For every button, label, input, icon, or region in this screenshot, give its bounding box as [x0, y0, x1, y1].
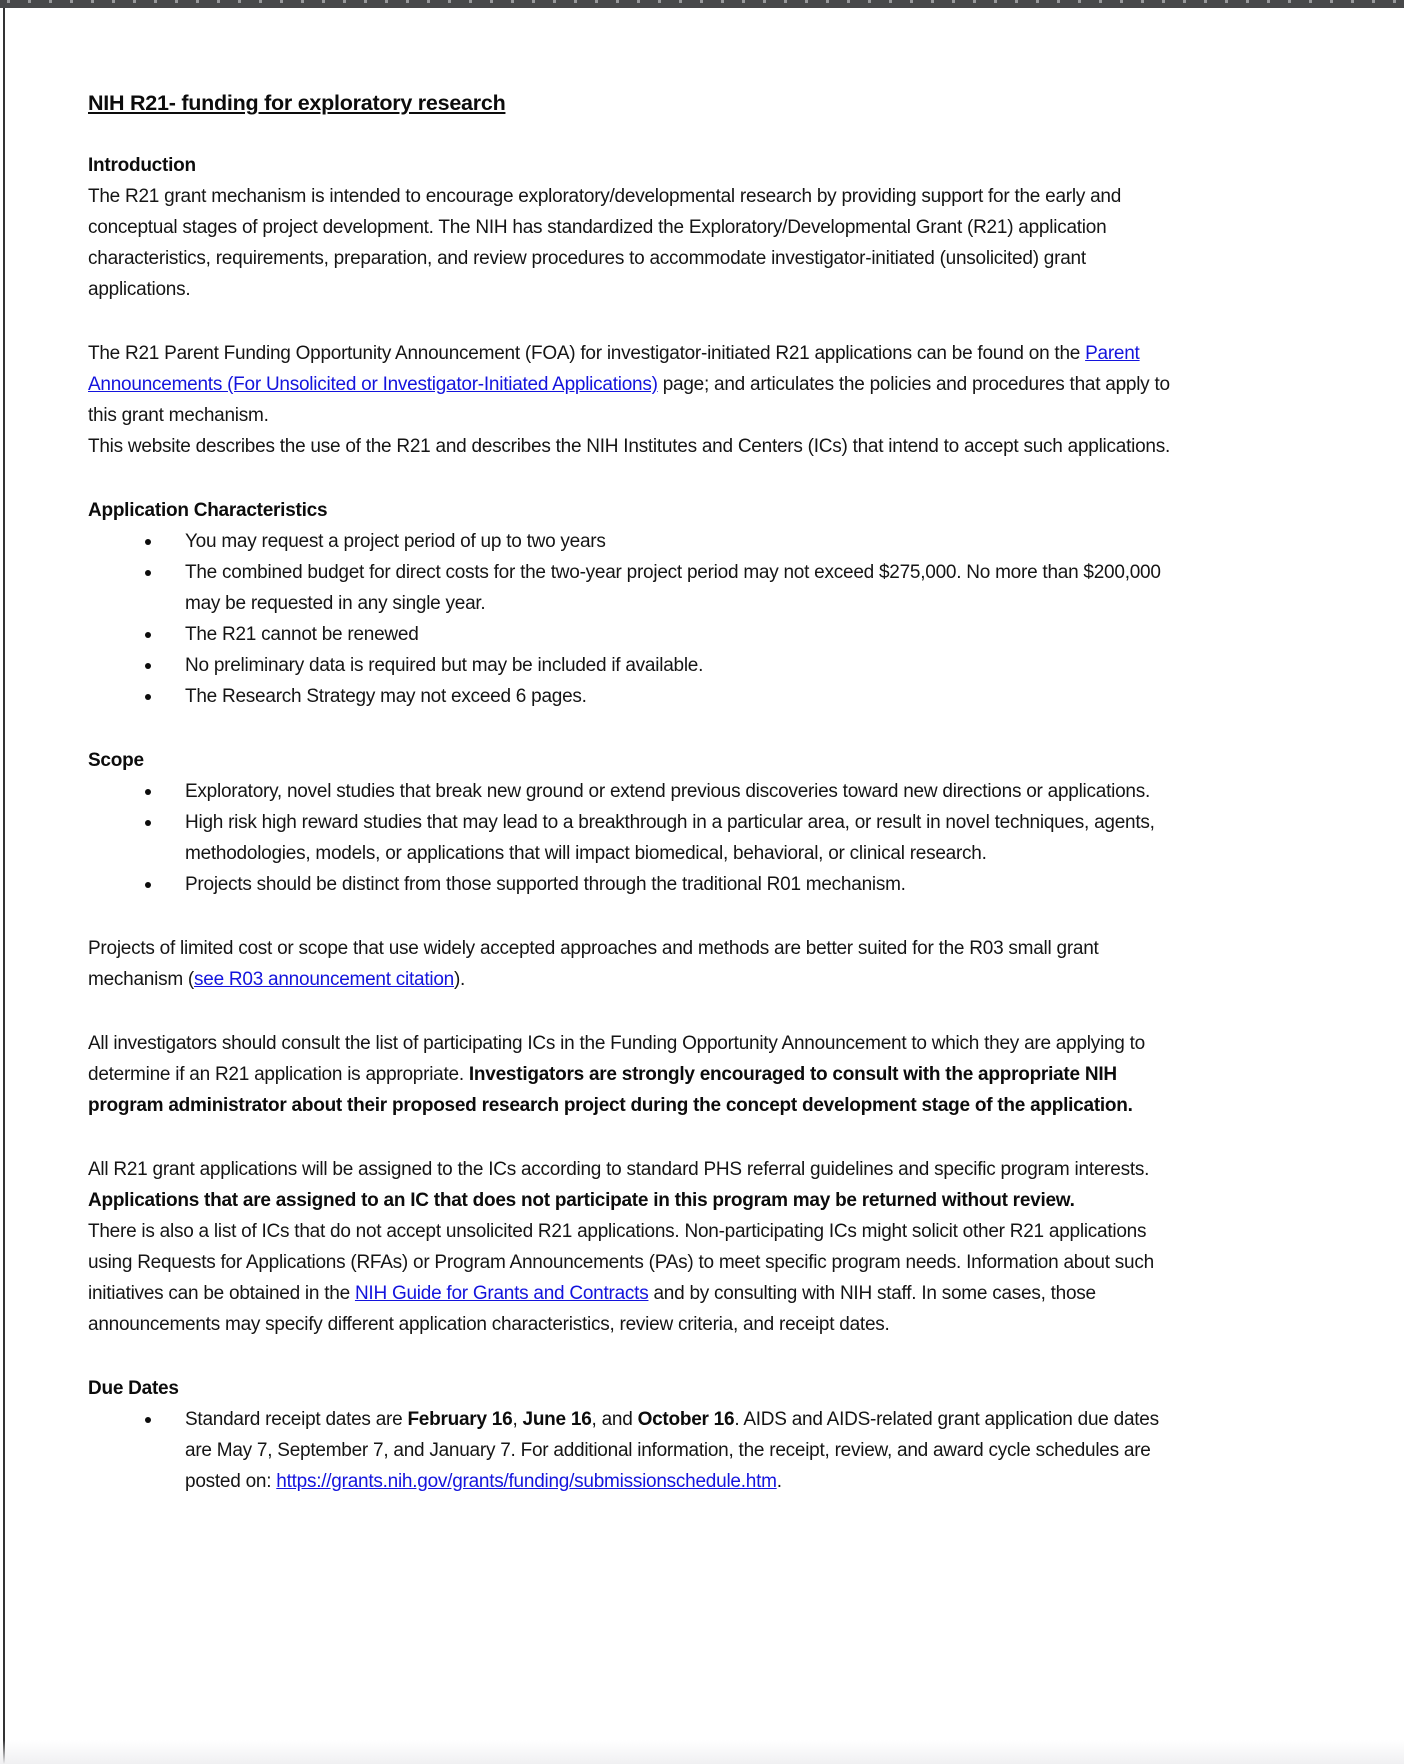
- section-application-characteristics: [88, 495, 1173, 712]
- non-participating-text-post: and by consulting with NIH staff. In some cases, those announcements may specify different application characteristics, review criteria, and receipt dates.: [88, 1283, 1096, 1335]
- due-dates-text: Standard receipt dates are: [185, 1409, 408, 1430]
- list-item: [88, 807, 1173, 869]
- due-date-october: October 16: [637, 1409, 735, 1430]
- list-item: [88, 619, 1173, 650]
- heading-application-characteristics: Application Characteristics: [88, 500, 328, 521]
- section-foa: [88, 338, 1173, 462]
- bullet-text: The Research Strategy may not exceed 6 pages.: [185, 686, 587, 707]
- scope-list: [88, 776, 1173, 900]
- paragraph-non-participating: [88, 1216, 1173, 1340]
- bullet-text: The R21 cannot be renewed: [185, 624, 419, 645]
- due-date-february: February 16: [407, 1409, 513, 1430]
- bullet-text: No preliminary data is required but may be included if available.: [185, 655, 704, 676]
- bullet-text: You may request a project period of up to two years: [185, 531, 606, 552]
- bullet-text: Projects should be distinct from those supported through the traditional R01 mechanism.: [185, 874, 906, 895]
- introduction-text: The R21 grant mechanism is intended to encourage exploratory/developmental research by providing support for the early and conceptual stages of project development. The NIH has standardized the Exploratory/Developmental Grant (R21) application characteristics, requirements, preparation, and review procedures to accommodate investigator-initiated (unsolicited) grant applications.: [88, 186, 1122, 300]
- due-dates-text: , and: [591, 1409, 638, 1430]
- r03-text-post: ).: [453, 969, 466, 990]
- section-due-dates: [88, 1373, 1173, 1497]
- heading-introduction: Introduction: [88, 155, 196, 176]
- consult-text: All investigators should consult the list of participating ICs in the Funding Opportunity Announcement to which they are applying to determine if an R21 application is appropriate.: [88, 1033, 1145, 1085]
- paragraph-foa: [88, 338, 1173, 431]
- link-r03-announcement[interactable]: see R03 announcement citation: [194, 969, 454, 990]
- document-content: [88, 86, 1173, 1530]
- paragraph-r03: [88, 933, 1173, 995]
- consult-bold-text: Investigators are strongly encouraged to consult with the appropriate NIH program administrator about their proposed research project during the concept development stage of the application.: [88, 1064, 1133, 1116]
- heading-due-dates: Due Dates: [88, 1378, 179, 1399]
- bullet-text: The combined budget for direct costs for the two-year project period may not exceed $275,000. No more than $200,000 may be requested in any single year.: [185, 562, 1161, 614]
- section-assignment: [88, 1154, 1173, 1340]
- due-date-june: June 16: [522, 1409, 592, 1430]
- heading-scope: Scope: [88, 750, 144, 771]
- list-item: [88, 526, 1173, 557]
- list-item: [88, 557, 1173, 619]
- bullet-text: Exploratory, novel studies that break new ground or extend previous discoveries toward new directions or applications.: [185, 781, 1151, 802]
- top-ruler: [0, 0, 1404, 8]
- document-title: NIH R21- funding for exploratory research: [88, 91, 506, 115]
- paragraph-website: [88, 431, 1173, 462]
- foa-text-post: page; and articulates the policies and procedures that apply to this grant mechanism.: [88, 374, 1170, 426]
- list-item: [88, 681, 1173, 712]
- non-participating-text-pre: There is also a list of ICs that do not accept unsolicited R21 applications. Non-participating ICs might solicit other R21 applications using Requests for Applications (RFAs) or Program Announcements (PAs) to meet specific program needs. Information about such initiatives can be obtained in the: [88, 1221, 1154, 1304]
- due-dates-list: [88, 1404, 1173, 1497]
- link-submission-schedule[interactable]: https://grants.nih.gov/grants/funding/submissionschedule.htm: [276, 1471, 777, 1492]
- r03-text-pre: Projects of limited cost or scope that use widely accepted approaches and methods are better suited for the R03 small grant mechanism (: [88, 938, 1099, 990]
- assignment-bold-text: Applications that are assigned to an IC that does not participate in this program may be returned without review.: [88, 1190, 1075, 1211]
- bullet-text: High risk high reward studies that may lead to a breakthrough in a particular area, or result in novel techniques, agents, methodologies, models, or applications that will impact biomedical, behavioral, or clinical research.: [185, 812, 1155, 864]
- website-text: This website describes the use of the R21 and describes the NIH Institutes and Centers (ICs) that intend to accept such applications.: [88, 436, 1171, 457]
- due-dates-text: . AIDS and AIDS-related grant application due dates are May 7, September 7, and January 7. For additional information, the receipt, review, and award cycle schedules are posted on:: [185, 1409, 1159, 1492]
- list-item: [88, 776, 1173, 807]
- foa-text-pre: The R21 Parent Funding Opportunity Announcement (FOA) for investigator-initiated R21 applications can be found on the: [88, 343, 1086, 364]
- due-dates-text: ,: [512, 1409, 523, 1430]
- application-characteristics-list: [88, 526, 1173, 712]
- assignment-text: All R21 grant applications will be assigned to the ICs according to standard PHS referral guidelines and specific program interests.: [88, 1159, 1150, 1180]
- page-bottom-edge: [0, 1740, 1404, 1764]
- list-item: [88, 650, 1173, 681]
- page-left-border: [3, 0, 5, 1764]
- due-dates-text: .: [776, 1471, 782, 1492]
- list-item: [88, 869, 1173, 900]
- paragraph-assignment: [88, 1154, 1173, 1216]
- link-nih-guide[interactable]: NIH Guide for Grants and Contracts: [354, 1283, 649, 1304]
- section-scope: [88, 745, 1173, 900]
- paragraph-consult: [88, 1028, 1173, 1121]
- link-parent-announcements[interactable]: Parent Announcements (For Unsolicited or Investigator-Initiated Applications): [88, 343, 1140, 395]
- list-item: [88, 1404, 1173, 1497]
- section-introduction: [88, 150, 1173, 305]
- paragraph-introduction: [88, 181, 1173, 305]
